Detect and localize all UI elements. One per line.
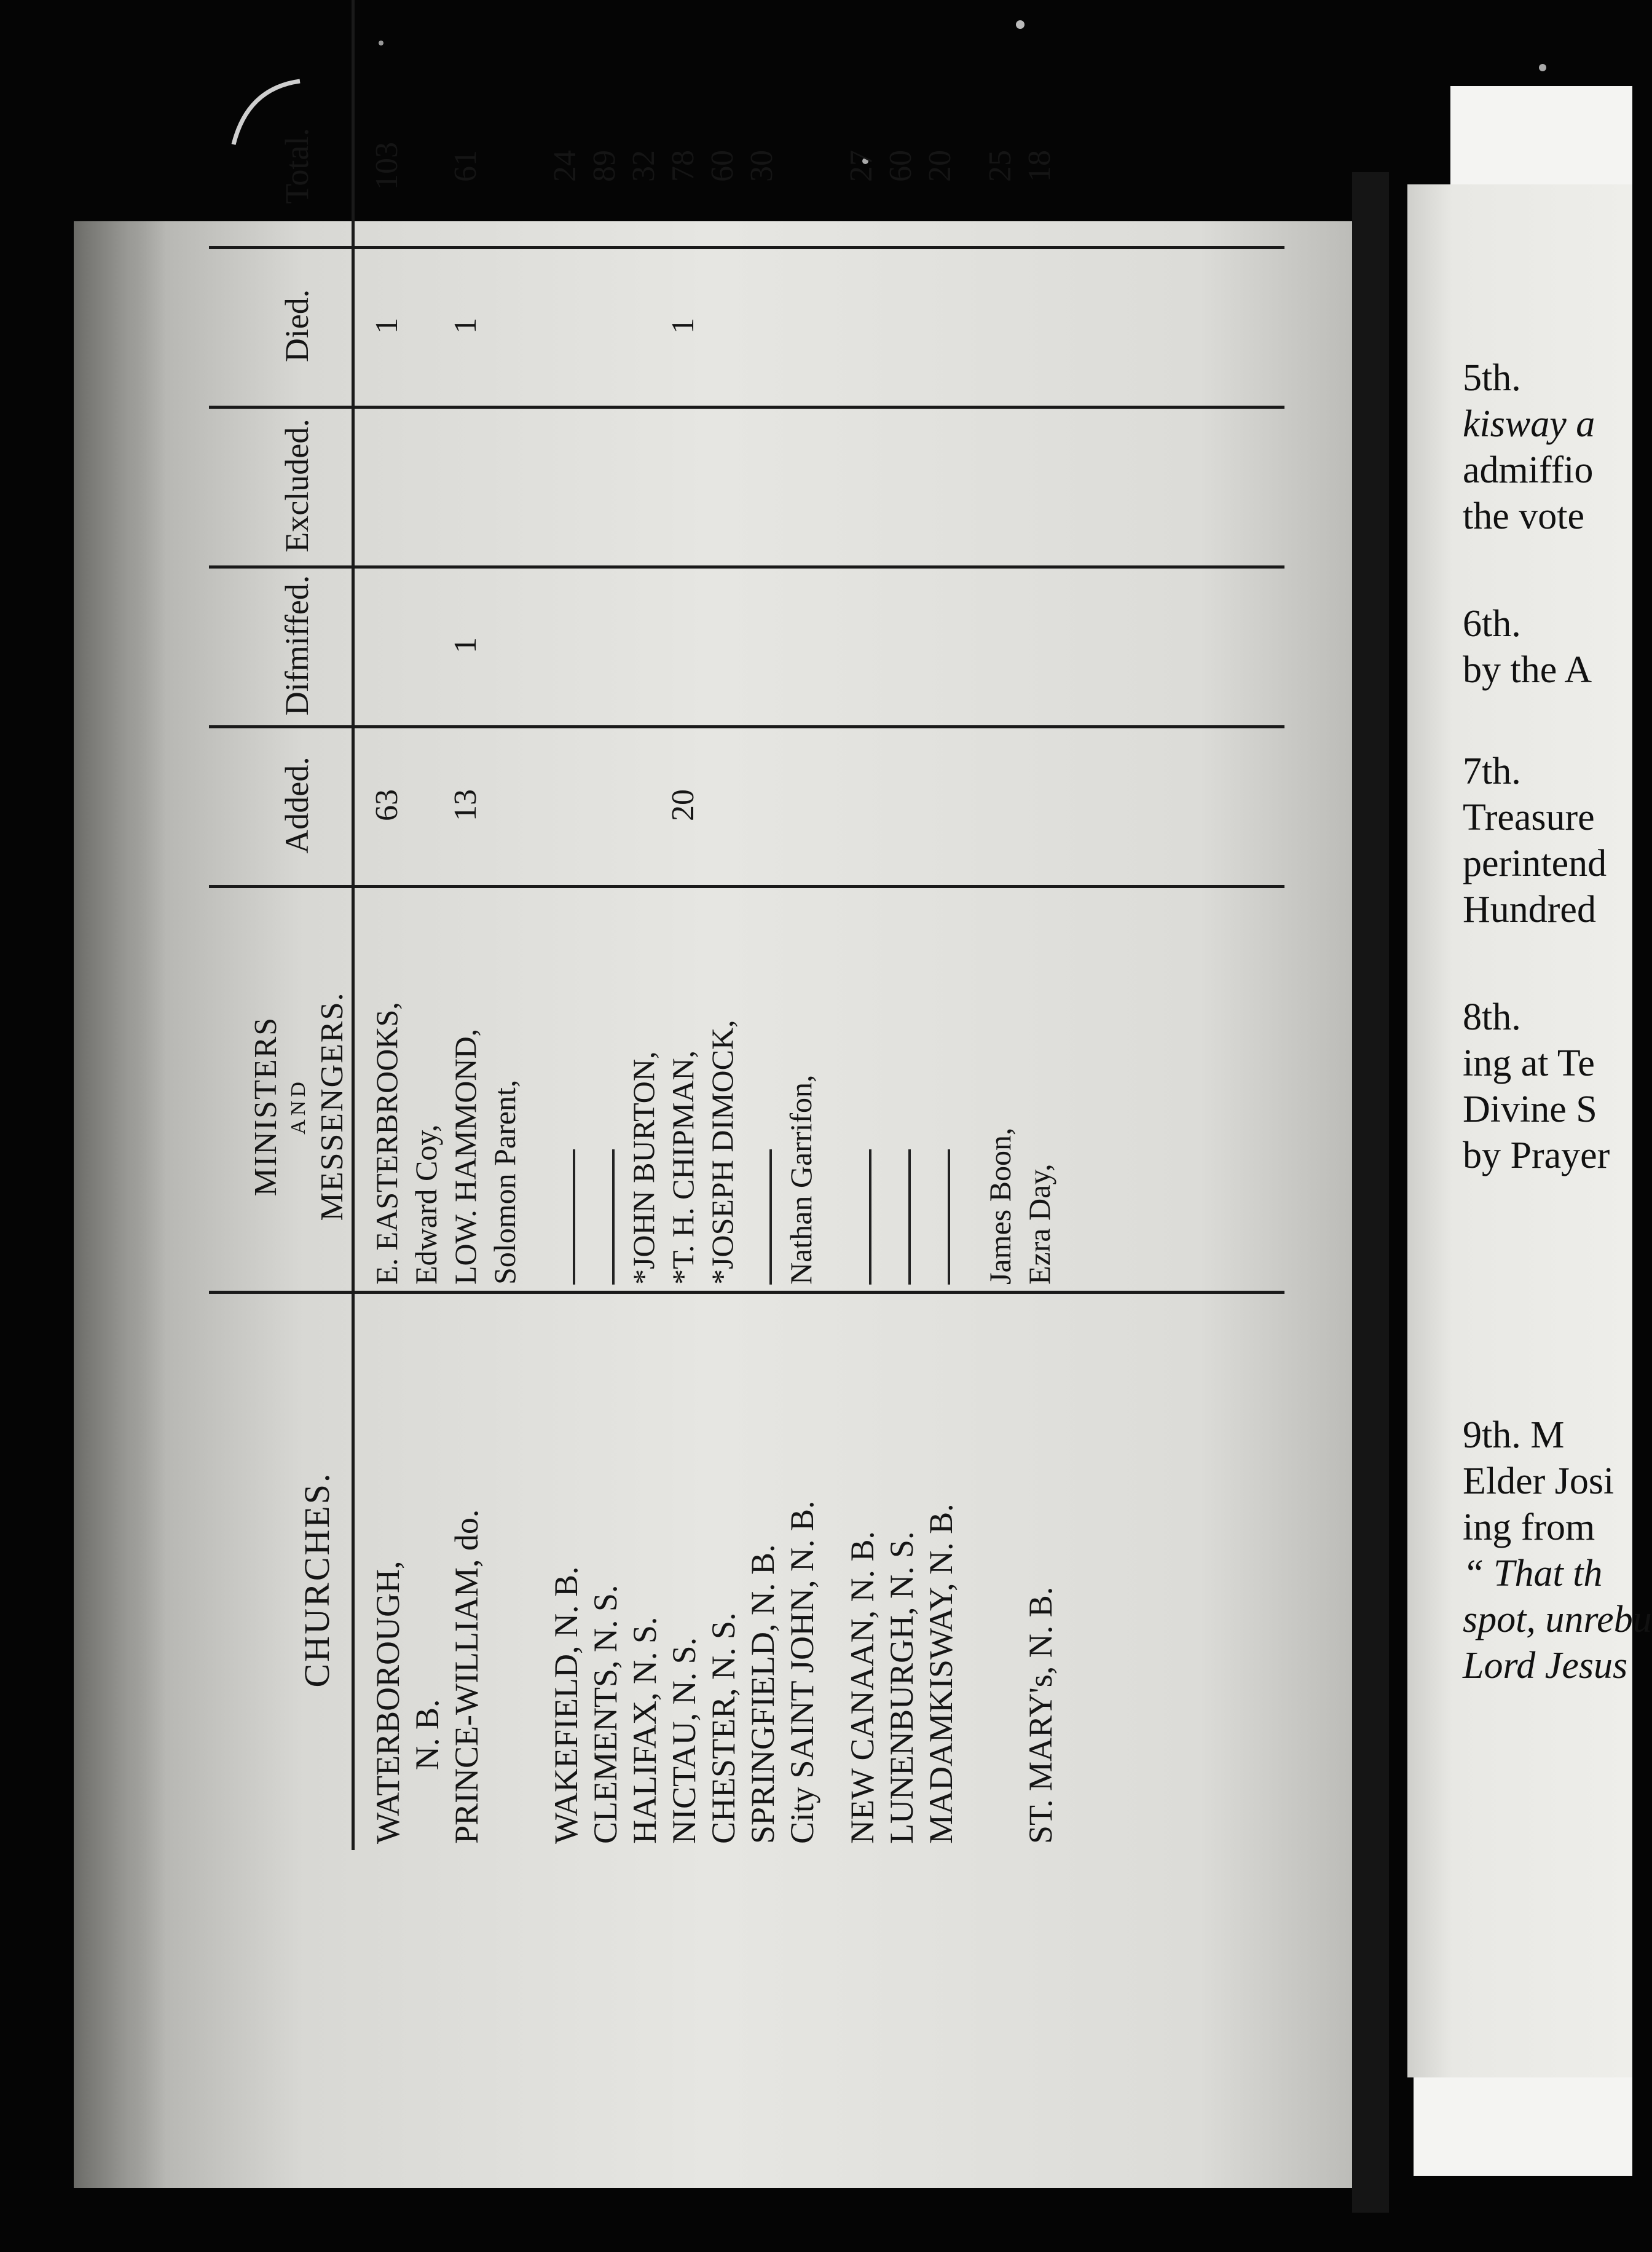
church-name: HALIFAX, N. S. <box>626 1616 663 1844</box>
right-page-text: Hundred <box>1463 889 1596 931</box>
header-added: Added. <box>278 757 315 854</box>
minister-name: *JOSEPH DIMOCK, <box>705 1020 739 1285</box>
total-value: 18 <box>1022 150 1057 182</box>
table-row <box>783 0 822 1856</box>
right-page-text: ing at Te <box>1463 1042 1595 1084</box>
table-row <box>487 0 526 1856</box>
church-name: N. B. <box>409 1699 446 1770</box>
added-value: 20 <box>666 789 701 821</box>
right-page-text: by Prayer <box>1463 1135 1610 1176</box>
church-name: WAKEFIELD, N. B. <box>548 1566 584 1844</box>
minister-blank <box>744 897 779 1285</box>
minister-name: *JOHN BURTON, <box>626 1051 661 1285</box>
right-page-text: kisway a <box>1463 403 1595 445</box>
table-row <box>408 0 447 1856</box>
total-value: 61 <box>448 150 483 182</box>
background-white-patch-bottom <box>1414 2077 1632 2176</box>
header-churches: CHURCHES. <box>297 1471 337 1688</box>
total-value: 60 <box>883 150 918 182</box>
total-value: 25 <box>983 150 1018 182</box>
right-page-text: Lord Jesus <box>1463 1645 1628 1687</box>
right-page-text: 7th. <box>1463 750 1521 792</box>
minister-blank <box>586 897 622 1285</box>
right-page-text: perintend <box>1463 843 1607 884</box>
table-row <box>447 0 487 1856</box>
church-name: NEW CANAAN, N. B. <box>844 1531 881 1844</box>
total-value: 20 <box>922 150 958 182</box>
minister-name: Solomon Parent, <box>487 1079 522 1285</box>
right-page-text: the vote <box>1463 495 1584 537</box>
minister-name: Nathan Garrifon, <box>784 1074 818 1285</box>
church-name: City SAINT JOHN, N. B. <box>784 1500 820 1844</box>
background-white-patch-top <box>1450 86 1632 184</box>
header-total: Total. <box>278 128 315 204</box>
table-row <box>369 0 408 1856</box>
died-value: 1 <box>448 318 483 334</box>
header-rule <box>352 0 355 1850</box>
right-page-text: Treasure <box>1463 797 1595 838</box>
table-rows <box>369 0 1061 1856</box>
church-name: WATERBOROUGH, <box>369 1561 406 1844</box>
table-row <box>1021 0 1061 1856</box>
table-row <box>883 0 922 1856</box>
row-gap <box>961 0 982 1856</box>
total-value: 89 <box>587 150 622 182</box>
header-ministers-and: AND <box>287 1078 310 1135</box>
table-row <box>922 0 961 1856</box>
header-died: Died. <box>278 289 315 363</box>
right-page-text: Elder Josi <box>1463 1460 1615 1502</box>
table-row <box>744 0 783 1856</box>
total-value: 103 <box>369 142 404 190</box>
rotated-statistics-table <box>86 0 1284 1856</box>
header-dismissed: Difmiffed. <box>278 575 315 716</box>
header-excluded: Excluded. <box>278 419 315 553</box>
header-ministers-line2: MESSENGERS. <box>314 991 350 1221</box>
right-page-text: “ That th <box>1463 1553 1603 1594</box>
church-name: PRINCE-WILLIAM, do. <box>448 1509 485 1844</box>
minister-name: James Boon, <box>983 1127 1017 1285</box>
church-name: CHESTER, N. S. <box>705 1612 742 1844</box>
minister-blank <box>883 897 918 1285</box>
right-page-text: by the A <box>1463 649 1592 691</box>
right-page-text: Divine S <box>1463 1089 1597 1130</box>
minister-name: LOW. HAMMOND, <box>448 1028 482 1285</box>
header-ministers <box>246 922 352 1291</box>
right-page-text: 6th. <box>1463 603 1521 645</box>
church-name: SPRINGFIELD, N. B. <box>744 1544 781 1844</box>
right-page-text: 8th. <box>1463 996 1521 1038</box>
table-row <box>704 0 744 1856</box>
total-value: 60 <box>705 150 740 182</box>
table-row <box>665 0 704 1856</box>
table-row <box>586 0 626 1856</box>
total-value: 24 <box>548 150 583 182</box>
table-row <box>843 0 883 1856</box>
table-row <box>626 0 665 1856</box>
added-value: 63 <box>369 789 404 821</box>
book-gutter <box>1352 172 1389 2213</box>
table-row <box>547 0 586 1856</box>
died-value: 1 <box>369 318 404 334</box>
minister-name: E. EASTERBROOKS, <box>369 1002 404 1285</box>
church-name: LUNENBURGH, N. S. <box>883 1531 920 1844</box>
right-page-text: 9th. M <box>1463 1414 1565 1456</box>
right-page-text: spot, unrebu <box>1463 1599 1652 1640</box>
minister-blank <box>547 897 583 1285</box>
minister-blank <box>922 897 958 1285</box>
added-value: 13 <box>448 789 483 821</box>
right-page-text: 5th. <box>1463 357 1521 399</box>
minister-name: *T. H. CHIPMAN, <box>666 1050 700 1285</box>
total-value: 78 <box>666 150 701 182</box>
total-value: 30 <box>744 150 779 182</box>
died-value: 1 <box>666 318 701 334</box>
church-name: NICTAU, N. S. <box>666 1637 702 1844</box>
row-gap <box>822 0 843 1856</box>
total-value: 32 <box>626 150 661 182</box>
dismissed-value: 1 <box>448 637 483 653</box>
minister-name: Ezra Day, <box>1022 1163 1056 1285</box>
right-page-text: admiffio <box>1463 449 1594 491</box>
church-name: CLEMENTS, N. S. <box>587 1585 624 1844</box>
church-name: MADAMKISWAY, N. B. <box>922 1503 959 1844</box>
church-name: ST. MARY's, N. B. <box>1022 1586 1059 1844</box>
minister-name: Edward Coy, <box>409 1124 443 1285</box>
right-page-text: ing from <box>1463 1506 1595 1548</box>
total-value: 27 <box>844 150 879 182</box>
table-row <box>982 0 1021 1856</box>
row-gap <box>526 0 547 1856</box>
minister-blank <box>843 897 879 1285</box>
header-ministers-line1: MINISTERS <box>248 1016 283 1197</box>
